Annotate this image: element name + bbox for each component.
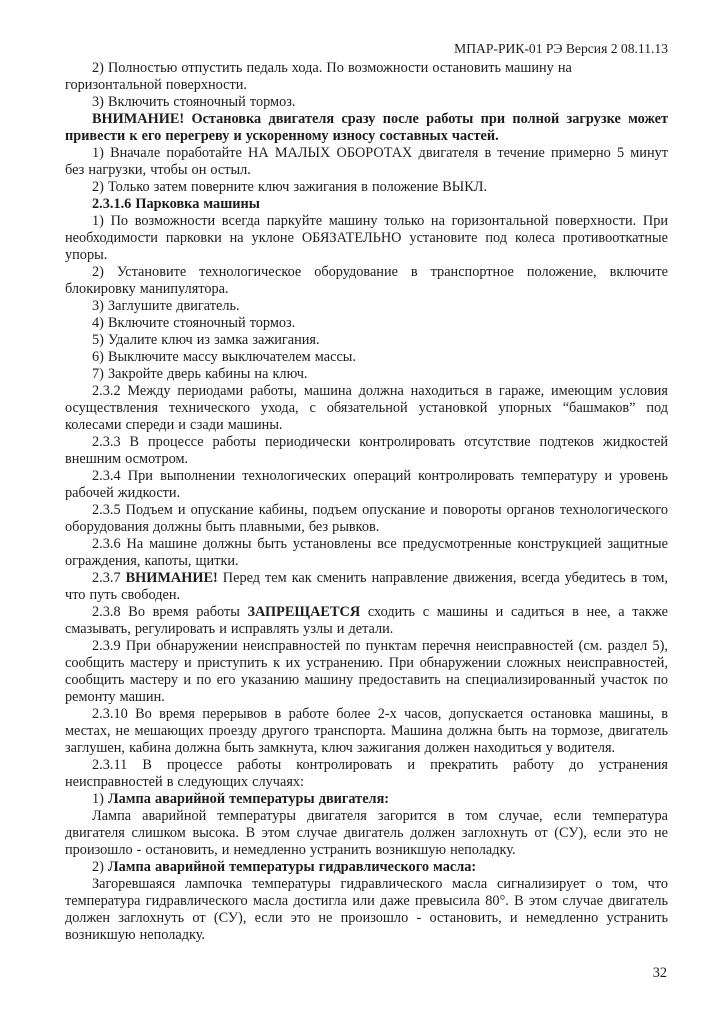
paragraph [65, 434, 668, 468]
document-body [65, 60, 668, 944]
text-run: Лампа аварийной температуры двигателя: [107, 791, 390, 807]
paragraph [65, 60, 668, 94]
paragraph [65, 859, 668, 876]
paragraph [65, 349, 668, 366]
document-header: МПАР-РИК-01 РЭ Версия 2 08.11.13 [454, 41, 668, 56]
paragraph [65, 264, 668, 298]
paragraph [65, 604, 668, 638]
text-run: 3) Включить стояночный тормоз. [92, 94, 296, 110]
text-run: ВНИМАНИЕ! [125, 570, 218, 586]
paragraph [65, 502, 668, 536]
text-run: 2.3.7 [92, 570, 126, 586]
text-run: 2.3.1.6 Парковка машины [92, 196, 260, 212]
paragraph [65, 332, 668, 349]
paragraph [65, 298, 668, 315]
text-run: 2) [92, 859, 108, 875]
text-run: 6) Выключите массу выключателем массы. [92, 349, 356, 365]
text-run: 2) Установите технологическое оборудование в транспортное положение, включите блокировку манипулятора. [65, 264, 668, 297]
text-run: сходить с машины и садиться в нее, а также смазывать, регулировать и исправлять узлы и детали. [65, 604, 669, 637]
text-run: Лампа аварийной температуры гидравлического масла: [107, 859, 477, 875]
text-run: 2.3.4 При выполнении технологических операций контролировать температуру и уровень рабочей жидкости. [65, 468, 668, 501]
paragraph [65, 94, 668, 111]
text-run: 2.3.5 Подъем и опускание кабины, подъем опускание и повороты органов технологического оборудования должны быть плавными, без рывков. [65, 502, 668, 535]
paragraph [65, 383, 668, 434]
text-run: 2.3.9 При обнаружении неисправностей по пунктам перечня неисправностей (см. раздел 5), сообщить мастеру и приступить к их устранению. При обнаружении сложных неисправностей, сообщить мастеру и по его указанию машину предоставить на специализированный участок по ремонту машин. [65, 638, 668, 705]
paragraph [65, 706, 668, 757]
text-run: ВНИМАНИЕ! Остановка двигателя сразу после работы при полной загрузке может привести к его перегреву и ускоренному износу составных частей. [65, 111, 668, 144]
text-run: 4) Включите стояночный тормоз. [92, 315, 296, 331]
text-run: 2) Только затем поверните ключ зажигания в положение ВЫКЛ. [92, 179, 488, 195]
paragraph [65, 638, 668, 706]
paragraph [65, 757, 668, 791]
text-run: 1) [92, 791, 108, 807]
text-run: 1) Вначале поработайте НА МАЛЫХ ОБОРОТАХ двигателя в течение примерно 5 минут без нагрузки, чтобы он остыл. [65, 145, 668, 178]
paragraph [65, 791, 668, 808]
text-run: 2) Полностью отпустить педаль хода. По возможности остановить машину на горизонтальной поверхности. [65, 60, 572, 93]
text-run: 5) Удалите ключ из замка зажигания. [92, 332, 320, 348]
page-number: 32 [652, 965, 667, 981]
paragraph [65, 536, 668, 570]
paragraph [65, 366, 668, 383]
paragraph [65, 468, 668, 502]
paragraph [65, 111, 668, 145]
text-run: 2.3.6 На машине должны быть установлены все предусмотренные конструкцией защитные ограждения, капоты, щитки. [65, 536, 668, 569]
paragraph [65, 570, 668, 604]
paragraph [65, 196, 668, 213]
paragraph [65, 876, 668, 944]
page-content [65, 40, 668, 944]
text-run: 2.3.3 В процессе работы периодически контролировать отсутствие подтеков жидкостей внешним осмотром. [65, 434, 668, 467]
text-run: Лампа аварийной температуры двигателя загорится в том случае, если температура двигателя слишком высока. В этом случае двигатель должен заглохнуть от (СУ), если это не произошло - остановить, и немедленно устранить возникшую неполадку. [65, 808, 668, 858]
paragraph [65, 179, 668, 196]
text-run: 3) Заглушите двигатель. [92, 298, 240, 314]
text-run: ЗАПРЕЩАЕТСЯ [247, 604, 361, 620]
text-run: 2.3.2 Между периодами работы, машина должна находиться в гараже, имеющим условия осуществления технического ухода, с обязательной установкой упорных “башмаков” под колесами спереди и сзади машины. [65, 383, 668, 433]
paragraph [65, 145, 668, 179]
paragraph [65, 315, 668, 332]
paragraph [65, 213, 668, 264]
text-run: 2.3.8 Во время работы [92, 604, 248, 620]
paragraph [65, 808, 668, 859]
text-run: 2.3.10 Во время перерывов в работе более 2-х часов, допускается остановка машины, в местах, не мешающих проезду другого транспорта. Машина должна быть на тормозе, двигатель заглушен, кабина должна быть замкнута, ключ зажигания должен находиться у водителя. [65, 706, 668, 756]
text-run: 2.3.11 В процессе работы контролировать и прекратить работу до устранения неисправностей в следующих случаях: [65, 757, 668, 790]
text-run: Загоревшаяся лампочка температуры гидравлического масла сигнализирует о том, что температура гидравлического масла достигла или даже превысила 80°. В этом случае двигатель должен заглохнуть от (СУ), если это не произошло - остановить, и немедленно устранить возникшую неполадку. [65, 876, 668, 943]
text-run: 7) Закройте дверь кабины на ключ. [92, 366, 308, 382]
text-run: Перед тем как сменить направление движения, всегда убедитесь в том, что путь свободен. [65, 570, 669, 603]
text-run: 1) По возможности всегда паркуйте машину только на горизонтальной поверхности. При необходимости парковки на уклоне ОБЯЗАТЕЛЬНО установите под колеса противооткатные упоры. [65, 213, 668, 263]
